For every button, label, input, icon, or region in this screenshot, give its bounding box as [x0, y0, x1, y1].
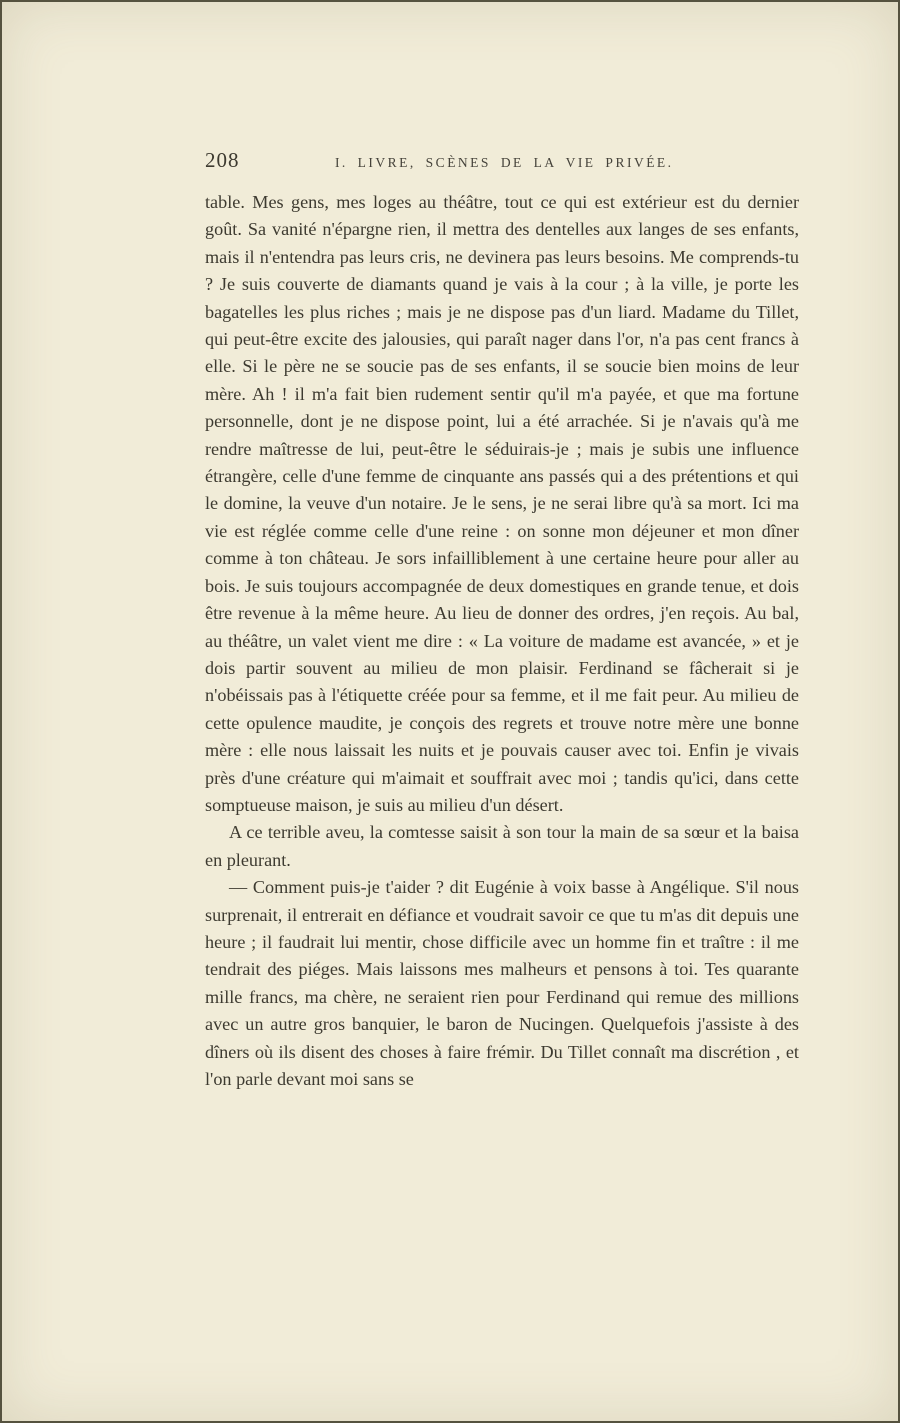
paragraph: table. Mes gens, mes loges au théâtre, tout ce qui est extérieur est du dernier goût. Sa vanité n'épargne rien, il mettra des dentelles aux langes de ses enfants, mais il n'entendra pas leurs cris, ne devinera pas leurs besoins. Me comprends-tu ? Je suis couverte de diamants quand je vais à la cour ; à la ville, je porte les bagatelles les plus riches ; mais je ne dispose pas d'un liard. Madame du Tillet, qui peut-être excite des jalousies, qui paraît nager dans l'or, n'a pas cent francs à elle. Si le père ne se soucie pas de ses enfants, il se soucie bien moins de leur mère. Ah ! il m'a fait bien rudement sentir qu'il m'a payée, et que ma fortune personnelle, dont je ne dispose point, lui a été arrachée. Si je n'avais qu'à me rendre maîtresse de lui, peut-être le séduirais-je ; mais je subis une influence étrangère, celle d'une femme de cinquante ans passés qui a des prétentions et qui le domine, la veuve d'un notaire. Je le sens, je ne serai libre qu'à sa mort. Ici ma vie est réglée comme celle d'une reine : on sonne mon déjeuner et mon dîner comme à ton château. Je sors infailliblement à une certaine heure pour aller au bois. Je suis toujours accompagnée de deux domestiques en grande tenue, et dois être revenue à la même heure. Au lieu de donner des ordres, j'en reçois. Au bal, au théâtre, un valet vient me dire : « La voiture de madame est avancée, » et je dois partir souvent au milieu de mon plaisir. Ferdinand se fâcherait si je n'obéissais pas à l'étiquette créée pour sa femme, et il me fait peur. Au milieu de cette opulence maudite, je conçois des regrets et trouve notre mère une bonne mère : elle nous laissait les nuits et je pouvais causer avec toi. Enfin je vivais près d'une créature qui m'aimait et souffrait avec moi ; tandis qu'ici, dans cette somptueuse maison, je suis au milieu d'un désert.	[205, 192, 799, 815]
paragraph: A ce terrible aveu, la comtesse saisit à son tour la main de sa sœur et la baisa en pleurant.	[205, 822, 799, 870]
paragraph: — Comment puis-je t'aider ? dit Eugénie à voix basse à Angélique. S'il nous surprenait, il entrerait en défiance et voudrait savoir ce que tu m'as dit depuis une heure ; il faudrait lui mentir, chose difficile avec un homme fin et traître : il me tendrait des piéges. Mais laissons mes malheurs et pensons à toi. Tes quarante mille francs, ma chère, ne seraient rien pour Ferdinand qui remue des millions avec un autre gros banquier, le baron de Nucingen. Quelquefois j'assiste à des dîners où ils disent des choses à faire frémir. Du Tillet connaît ma discrétion , et l'on parle devant moi sans se	[205, 877, 799, 1089]
running-header-title: I. LIVRE, SCÈNES DE LA VIE PRIVÉE.	[334, 155, 674, 170]
page-body	[205, 189, 799, 1093]
running-header	[205, 148, 799, 173]
page-number: 208	[205, 148, 240, 172]
text-column	[205, 148, 799, 1093]
